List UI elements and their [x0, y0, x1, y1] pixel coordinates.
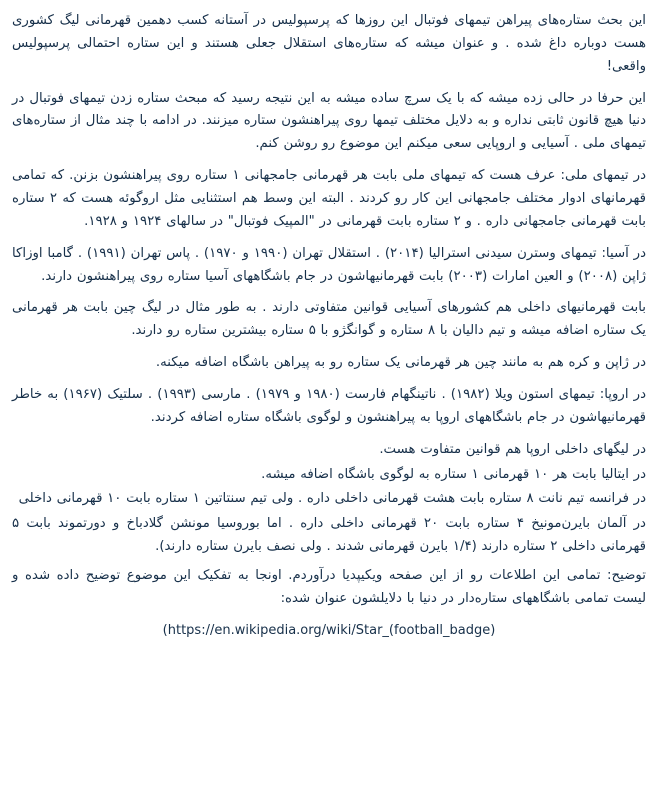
wikipedia-link[interactable]: https://en.wikipedia.org/wiki/Star_(football_badge: [167, 622, 491, 638]
paragraph: در آسیا: تیمهای وسترن سیدنی استرالیا (۲۰۱۴) . استقلال تهران (۱۹۹۰ و ۱۹۷۰) . پاس تهران (۱۹۹۱) . گامبا اوزاکا ژاپن (۲۰۰۸) و العین امارات (۲۰۰۳) بابت قهرمانیهاشون در جام باشگاههای آسیا ستاره روی پیراهنشون دارند.: [12, 245, 646, 284]
source-link-line: [12, 621, 646, 641]
paragraph: در فرانسه تیم نانت ۸ ستاره بابت هشت قهرمانی داخلی داره . ولی تیم سنتاتین ۱ ستاره بابت ۱۰ قهرمانی داخلی: [18, 491, 646, 507]
close-paren: ): [490, 622, 496, 638]
paragraph-note: توضیح: تمامی این اطلاعات رو از این صفحه ویکیپدیا درآوردم. اونجا به تفکیک این موضوع توضیح داده شده و لیست تمامی باشگاههای ستاره‌دار در دنیا با دلایلشون عنوان شده:: [12, 568, 646, 606]
paragraph: در اروپا: تیمهای استون ویلا (۱۹۸۲) . ناتینگهام فارست (۱۹۸۰ و ۱۹۷۹) . مارسی (۱۹۹۳) . سلتیک (۱۹۶۷) به خاطر قهرمانیهاشون در جام باشگاههای اروپا به پیراهنشون و لوگوی باشگاه ستاره اضافه کردند.: [12, 387, 646, 425]
paragraph: در آلمان بایرن‌مونیخ ۴ ستاره بابت ۲۰ قهرمانی داخلی داره . اما بوروسیا مونشن گلادباخ و دورتموند بابت ۵ قهرمانی داخلی ۲ ستاره دارند (۱/۴ بایرن قهرمانی شدند . ولی نصف بایرن ستاره دارند).: [12, 516, 646, 555]
paragraph: در لیگهای داخلی اروپا هم قوانین متفاوت هست.: [379, 441, 646, 457]
open-paren: (: [162, 622, 168, 638]
paragraph: در ایتالیا بابت هر ۱۰ قهرمانی ۱ ستاره به لوگوی باشگاه اضافه میشه.: [261, 466, 646, 482]
paragraph: این حرفا در حالی زده میشه که با یک سرچ ساده میشه به این نتیجه رسید که مبحث ستاره زدن تیمهای فوتبال در دنیا هیچ قانون ثابتی نداره و به دلایل مختلف تیمها روی پیراهنشون ستاره میزنند. در ادامه با چند مثال از ستاره‌های تیمهای ملی . آسیایی و اروپایی سعی میکنم این موضوع رو روشن کنم.: [12, 90, 646, 152]
paragraph: این بحث ستاره‌های پیراهن تیمهای فوتبال این روزها که پرسپولیس در آستانه کسب دهمین قهرمانی لیگ کشوری هست دوباره داغ شده . و عنوان میشه که ستاره‌های استقلال جعلی هستند و این ستاره احتمالی پرسپولیس واقعی!: [12, 13, 646, 74]
paragraph: در تیمهای ملی: عرف هست که تیمهای ملی بابت هر قهرمانی جامجهانی ۱ ستاره روی پیراهنشون بزنن. که تمامی قهرمانهای ادوار مختلف جامجهانی این کار رو کردند . البته این وسط هم استثنایی مثل اروگوئه هست که ۲ ستاره بابت قهرمانی جامجهانی داره . و ۲ ستاره بابت قهرمانی در "المپیک فوتبال" در سالهای ۱۹۲۴ و ۱۹۲۸.: [12, 168, 646, 229]
paragraph: در ژاپن و کره هم به مانند چین هر قهرمانی یک ستاره رو به پیراهن باشگاه اضافه میکنه.: [155, 355, 646, 371]
paragraph: بابت قهرمانیهای داخلی هم کشورهای آسیایی قوانین متفاوتی دارند . به طور مثال در لیگ چین بابت هر قهرمانی یک ستاره اضافه میشه و تیم دالیان با ۸ ستاره و گوانگژو با ۵ ستاره بیشترین ستاره رو دارند.: [12, 300, 646, 339]
